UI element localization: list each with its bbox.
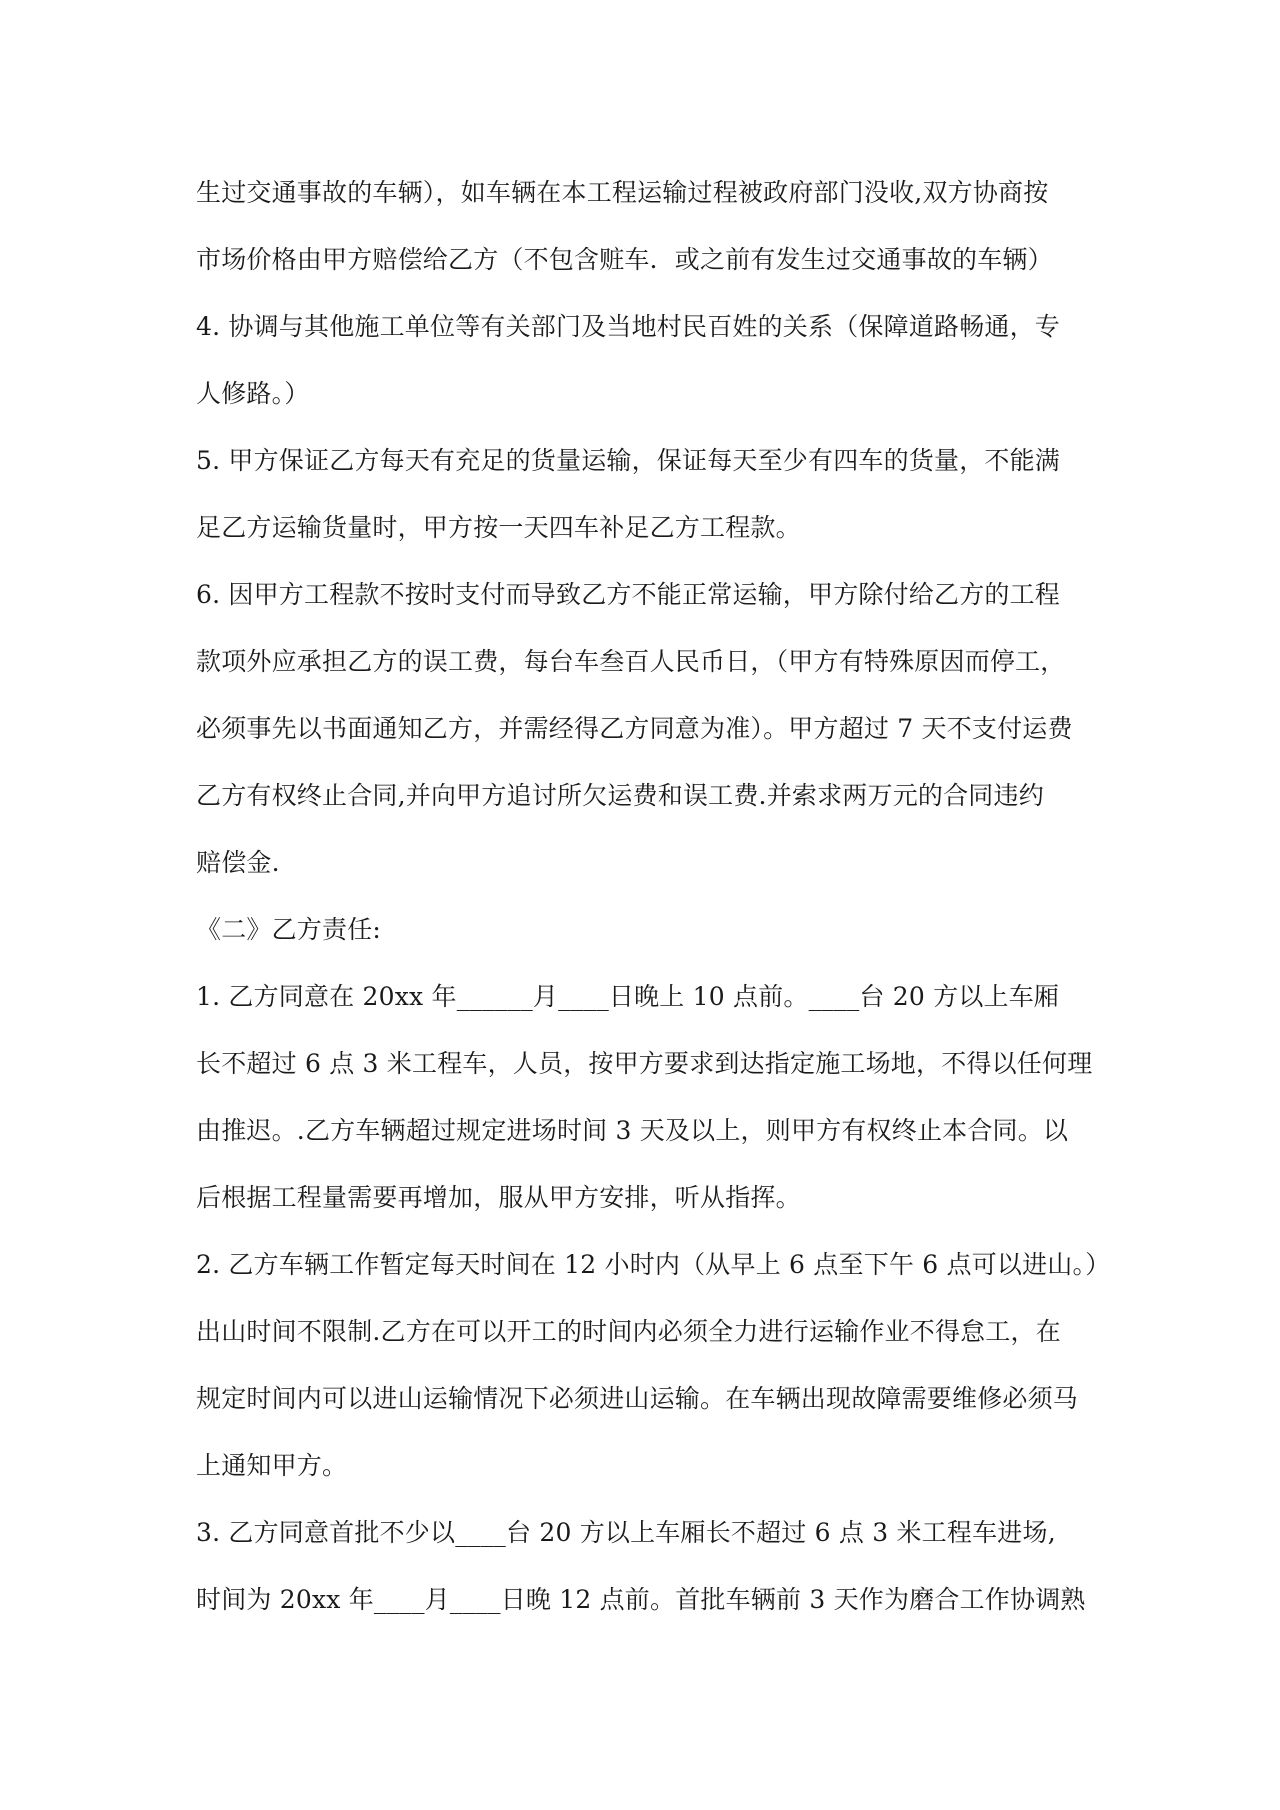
text-line: 人修路。） [196,379,310,408]
text-line: 4. 协调与其他施工单位等有关部门及当地村民百姓的关系（保障道路畅通，专 [196,312,1061,341]
text-line: 由推迟。.乙方车辆超过规定进场时间 3 天及以上，则甲方有权终止本合同。以 [196,1116,1069,1145]
text-line: 上通知甲方。 [196,1451,348,1480]
text-line: 2. 乙方车辆工作暂定每天时间在 12 小时内（从早上 6 点至下午 6 点可以进山。） [196,1250,1111,1279]
text-line: 6. 因甲方工程款不按时支付而导致乙方不能正常运输，甲方除付给乙方的工程 [196,580,1061,609]
text-line: 后根据工程量需要再增加，服从甲方安排，听从指挥。 [196,1183,801,1212]
text-line: 3. 乙方同意首批不少以____台 20 方以上车厢长不超过 6 点 3 米工程车进场, [196,1518,1056,1547]
text-line: 1. 乙方同意在 20xx 年______月____日晚上 10 点前。____台 20 方以上车厢 [196,982,1060,1011]
text-line: 乙方有权终止合同,并向甲方追讨所欠运费和误工费.并索求两万元的合同违约 [196,781,1044,810]
text-line: 款项外应承担乙方的误工费，每台车叁百人民币日，（甲方有特殊原因而停工， [196,647,1066,676]
text-line: 生过交通事故的车辆），如车辆在本工程运输过程被政府部门没收,双方协商按 [196,178,1049,207]
text-line: 规定时间内可以进山运输情况下必须进山运输。在车辆出现故障需要维修必须马 [196,1384,1079,1413]
text-line: 长不超过 6 点 3 米工程车，人员，按甲方要求到达指定施工场地，不得以任何理 [196,1049,1093,1078]
section-heading: 《二》乙方责任: [196,915,382,944]
text-line: 5. 甲方保证乙方每天有充足的货量运输，保证每天至少有四车的货量，不能满 [196,446,1061,475]
text-line: 出山时间不限制.乙方在可以开工的时间内必须全力进行运输作业不得怠工，在 [196,1317,1061,1346]
document-page [196,168,1111,1642]
text-line: 足乙方运输货量时，甲方按一天四车补足乙方工程款。 [196,513,801,542]
text-line: 市场价格由甲方赔偿给乙方（不包含赃车．或之前有发生过交通事故的车辆） [196,245,1053,274]
text-line: 时间为 20xx 年____月____日晚 12 点前。首批车辆前 3 天作为磨合工作协调熟 [196,1585,1086,1614]
text-line: 必须事先以书面通知乙方，并需经得乙方同意为准）。甲方超过 7 天不支付运费 [196,714,1073,743]
text-line: 赔偿金. [196,848,280,877]
